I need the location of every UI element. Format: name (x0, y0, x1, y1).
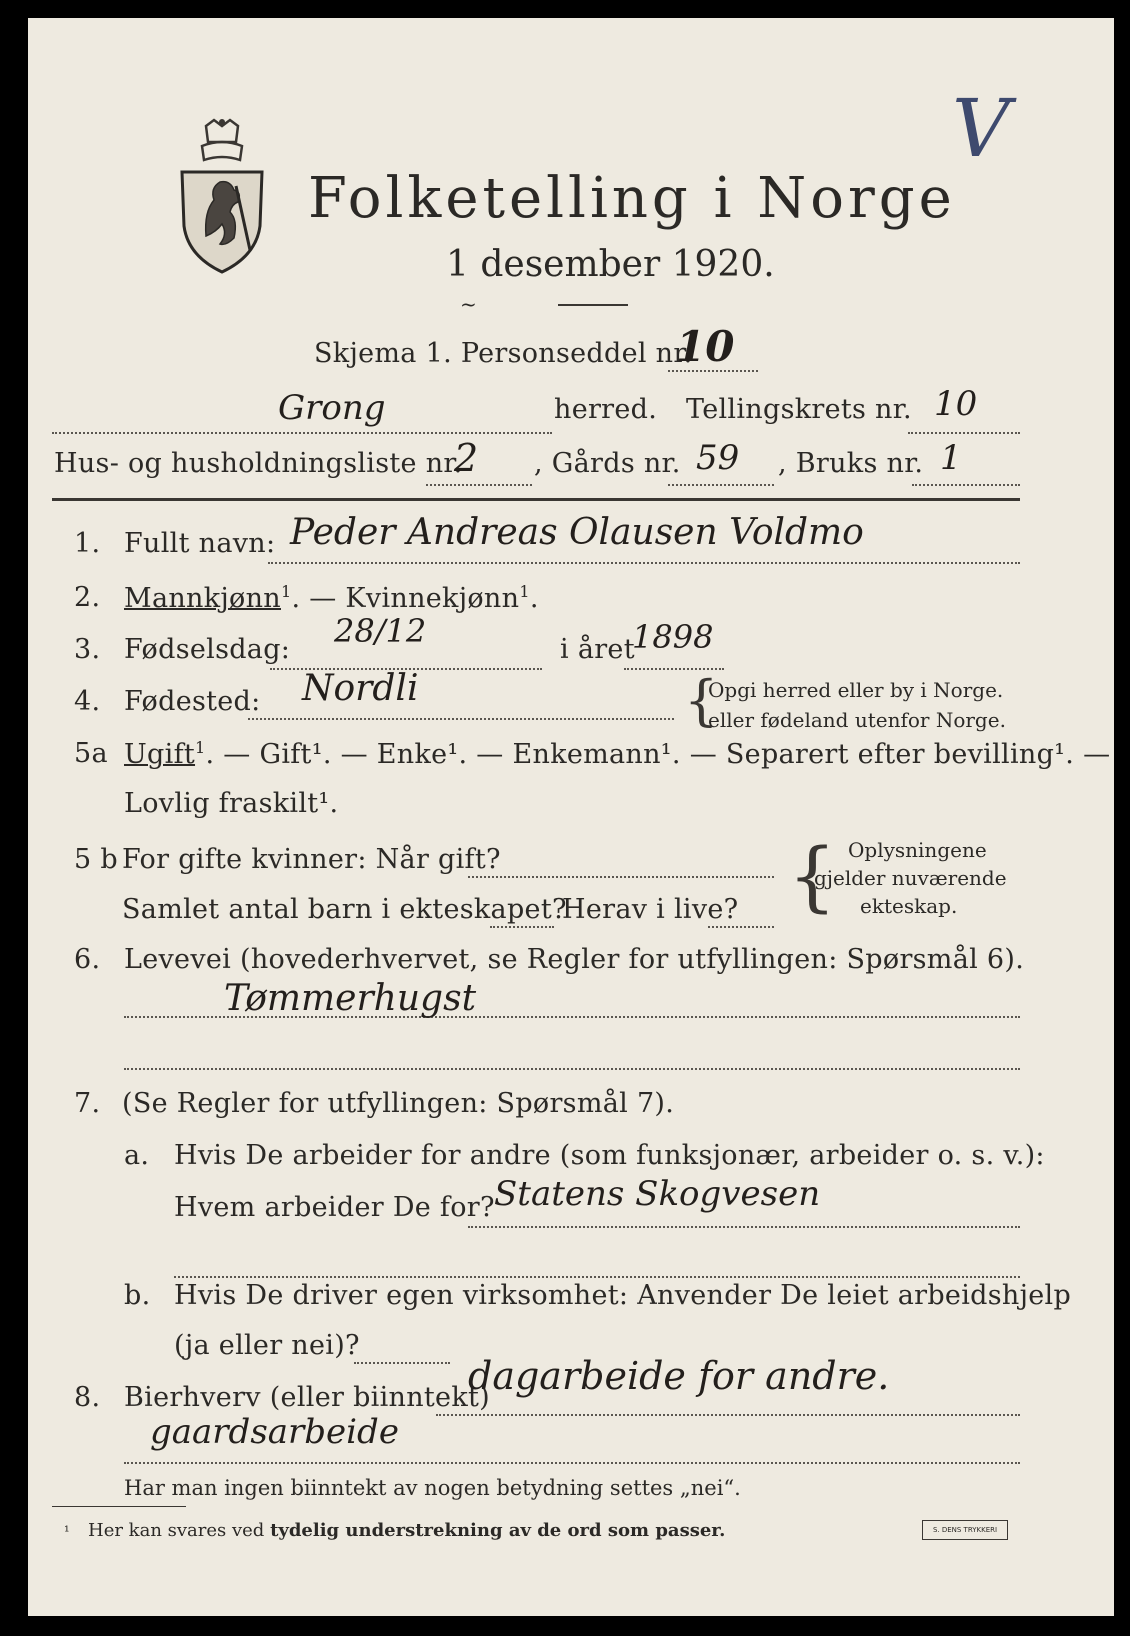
census-form-sheet (28, 18, 1114, 1616)
children-alive-field[interactable] (708, 926, 774, 928)
q8-number: 8. (74, 1382, 101, 1413)
q4-label: Fødested: (124, 686, 261, 717)
q7b-letter: b. (124, 1280, 151, 1311)
bruks-number: 1 (940, 438, 962, 478)
q5a-other-options[interactable]: . — Gift¹. — Enke¹. — Enkemann¹. — Separert efter bevilling¹. — (205, 739, 1111, 770)
q5a-number: 5a (74, 738, 108, 769)
footnote-text (88, 1520, 725, 1541)
q2-number: 2. (74, 582, 101, 613)
hus-label: Hus- og husholdningsliste nr. (54, 448, 463, 479)
q5b-married-label: For gifte kvinner: Når gift? (122, 844, 501, 875)
q5b-alive-label: Herav i live? (562, 894, 739, 925)
q6-number: 6. (74, 944, 101, 975)
q5b-note-line3: ekteskap. (860, 894, 958, 918)
birthdate-answer: 28/12 (334, 612, 427, 650)
occupation-field-2[interactable] (124, 1068, 1020, 1070)
q5b-number: 5 b (74, 844, 118, 875)
gards-label: , Gårds nr. (534, 448, 681, 479)
q5a-ugift-option[interactable]: Ugift (124, 739, 196, 770)
footnote-text-c: av de ord som passer. (502, 1520, 726, 1541)
q1-label: Fullt navn: (124, 528, 276, 559)
full-name-answer: Peder Andreas Olausen Voldmo (290, 512, 864, 553)
q7a-letter: a. (124, 1140, 150, 1171)
q7a-question: Hvis De arbeider for andre (som funksjonær, arbeider o. s. v.): (174, 1140, 1045, 1171)
employer-field[interactable] (468, 1226, 1020, 1228)
header-rule (52, 498, 1020, 501)
census-date: 1 desember 1920. (446, 244, 775, 285)
check-mark: V (952, 82, 1010, 175)
tellingskrets-field[interactable] (908, 432, 1020, 434)
title-divider (558, 304, 628, 306)
side-income-field-2[interactable] (124, 1462, 1020, 1464)
coat-of-arms-icon (176, 116, 268, 276)
q2-male-option[interactable]: Mannkjønn (124, 583, 281, 614)
side-income-field[interactable] (436, 1414, 1020, 1416)
footnote-text-b: tydelig understrekning (270, 1520, 503, 1541)
q7a-employer-label: Hvem arbeider De for? (174, 1192, 495, 1223)
side-income-answer: dagarbeide for andre. (468, 1354, 890, 1398)
birthplace-answer: Nordli (302, 668, 419, 709)
q5a-options: Ugift$^1$. — Gift¹. — Enke¹. — Enkemann¹. — Separert efter bevilling¹. — (124, 738, 1111, 770)
q1-number: 1. (74, 528, 101, 559)
full-name-field[interactable] (268, 562, 1020, 564)
q2-end: . (529, 583, 539, 614)
no-income-note: Har man ingen biinntekt av nogen betydning settes „nei“. (124, 1476, 741, 1500)
form-title: Folketelling i Norge (308, 166, 956, 231)
birthplace-field[interactable] (248, 718, 674, 720)
hus-number: 2 (454, 436, 479, 480)
birth-year-answer: 1898 (632, 618, 714, 656)
q6-label: Levevei (hovederhvervet, se Regler for utfyllingen: Spørsmål 6). (124, 944, 1025, 975)
bruks-label: , Bruks nr. (778, 448, 924, 479)
footnote-text-a: Her kan svares ved (88, 1520, 271, 1541)
tellingskrets-number: 10 (934, 384, 978, 424)
q5b-children-label: Samlet antal barn i ekteskapet? (122, 894, 567, 925)
herred-name: Grong (278, 388, 386, 428)
q5b-note-line2: gjelder nuværende (814, 866, 1007, 890)
side-income-answer-2: gaardsarbeide (150, 1412, 399, 1452)
schema-label: Skjema 1. Personseddel nr. (314, 338, 693, 369)
birth-year-label: i året (560, 634, 635, 665)
q2-female-option[interactable]: . — Kvinnekjønn (291, 583, 520, 614)
children-count-field[interactable] (490, 926, 554, 928)
printer-stamp: S. DENS TRYKKERI (922, 1520, 1008, 1540)
q4-number: 4. (74, 686, 101, 717)
footnote-rule (52, 1506, 186, 1507)
herred-field[interactable] (52, 432, 552, 434)
q7b-ja-nei-label: (ja eller nei)? (174, 1330, 360, 1361)
divider-ornament: ~ (460, 292, 477, 316)
married-date-field[interactable] (468, 876, 774, 878)
q4-note-line2: eller fødeland utenfor Norge. (708, 708, 1006, 732)
q5b-note-line1: Oplysningene (848, 838, 987, 862)
tellingskrets-label: Tellingskrets nr. (686, 394, 912, 425)
q7-number: 7. (74, 1088, 101, 1119)
schema-number: 10 (676, 322, 735, 371)
q4-note-line1: Opgi herred eller by i Norge. (708, 678, 1004, 702)
gards-number: 59 (696, 438, 740, 478)
q5b-brace: { (788, 831, 837, 920)
q7-label: (Se Regler for utfyllingen: Spørsmål 7). (122, 1088, 675, 1119)
q5a-fraskilt-option[interactable]: Lovlig fraskilt¹. (124, 788, 339, 819)
employer-answer: Statens Skogvesen (494, 1174, 821, 1214)
occupation-answer: Tømmerhugst (224, 978, 477, 1019)
q3-label: Fødselsdag: (124, 634, 291, 665)
q8-label: Bierhverv (eller biinntekt) (124, 1382, 490, 1413)
q3-number: 3. (74, 634, 101, 665)
bruks-field[interactable] (912, 484, 1020, 486)
q7b-question: Hvis De driver egen virksomhet: Anvender De leiet arbeidshjelp (174, 1280, 1072, 1311)
employer-field-2[interactable] (174, 1276, 1020, 1278)
q2-options: Mannkjønn$^1$. — Kvinnekjønn$^1$. (124, 582, 539, 614)
footnote-mark: ¹ (64, 1524, 70, 1540)
q4-brace: { (684, 669, 719, 732)
herred-label: herred. (554, 394, 658, 425)
hired-help-field[interactable] (354, 1362, 450, 1364)
gards-field[interactable] (668, 484, 774, 486)
hus-field[interactable] (426, 484, 532, 486)
